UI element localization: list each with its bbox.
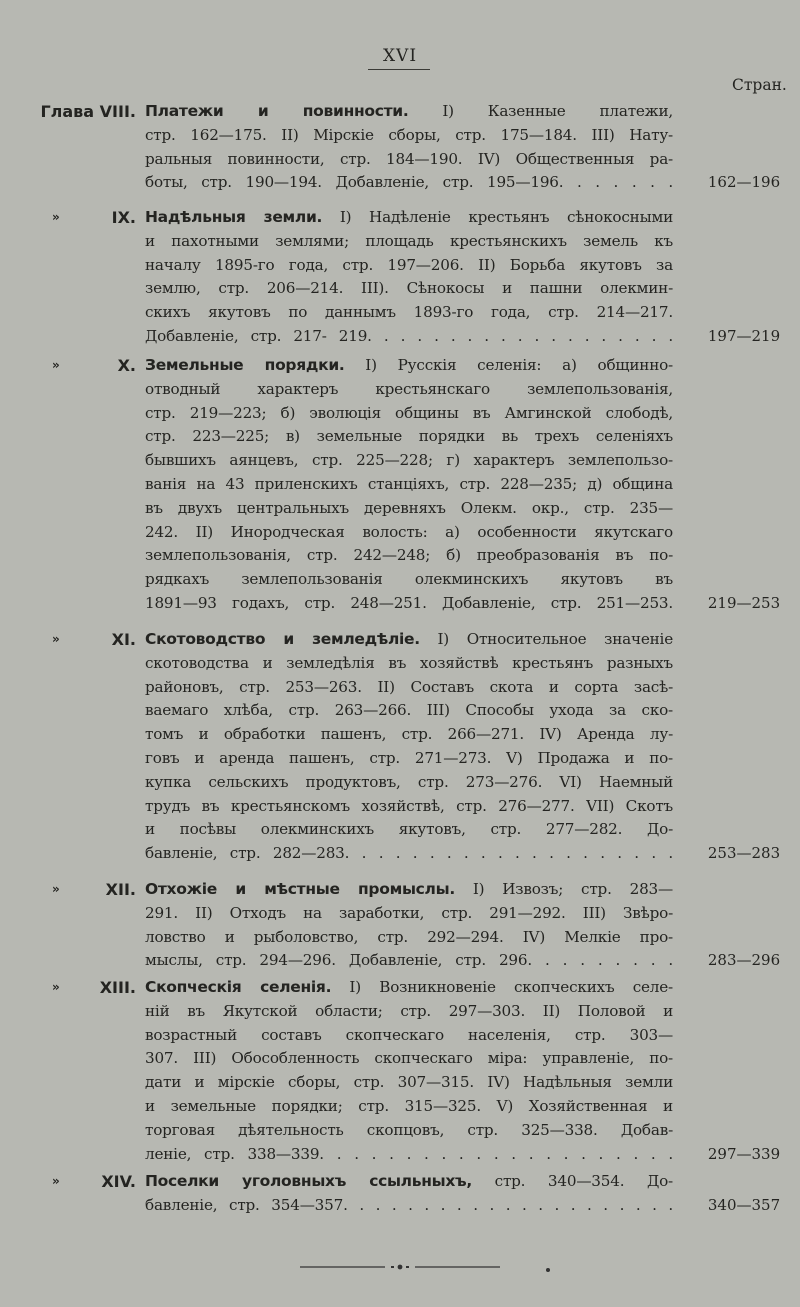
ditto-mark: » [52, 882, 60, 896]
description-line: отводный характеръ крестьянскаго землепользованія, [145, 379, 673, 398]
end-ornament [300, 1262, 500, 1272]
page-range: 162—196 [707, 173, 781, 192]
description-line: бывшихъ аянцевъ, стр. 225—228; г) характеръ землепользо- [145, 451, 673, 470]
description-line: стр. 162—175. II) Мірскіе сборы, стр. 175—184. III) Нату- [145, 125, 673, 144]
ditto-mark: » [52, 980, 60, 994]
chapter-title: Платежи и повинности. [145, 102, 409, 120]
description-line: дати и мірскіе сборы, стр. 307—315. IV) Надѣльныя земли [145, 1073, 673, 1092]
description-line: и пахотными землями; площадь крестьянскихъ земель къ [145, 231, 673, 250]
page-range: 219—253 [707, 594, 781, 612]
description-line: землепользованія, стр. 242—248; б) преобразованія въ по- [145, 546, 673, 565]
chapter-title: Скотоводство и земледѣліе. [145, 630, 420, 648]
ditto-mark: » [52, 210, 60, 224]
ditto-mark: » [52, 632, 60, 646]
page-range: 283—296 [707, 951, 781, 970]
description-line: районовъ, стр. 253—263. II) Составъ скота и сорта засѣ- [145, 677, 673, 696]
chapter-description [145, 628, 673, 866]
description-line: Земельные порядки. I) Русскія селенія: а) общинно- [145, 356, 673, 374]
description-line: Скопческія селенія. I) Возникновеніе скопческихъ селе- [145, 978, 673, 996]
chapter-description [145, 1170, 673, 1218]
description-line: началу 1895-го года, стр. 197—206. II) Борьба якутовъ за [145, 255, 673, 274]
chapter-marker [0, 100, 136, 123]
description-line: бавленіе, стр. 354—357. . . . . . . . . . . . . . . . . . . . . [145, 1195, 673, 1214]
folio-rule [368, 69, 430, 70]
description-line: мыслы, стр. 294—296. Добавленіе, стр. 296. . . . . . . . . [145, 951, 673, 970]
description-line: томъ и обработки пашенъ, стр. 266—271. IV) Аренда лу- [145, 725, 673, 744]
chapter-numeral: XII. [105, 880, 136, 899]
page-range: 253—283 [707, 844, 781, 863]
chapter-description [145, 100, 673, 195]
page-range: 197—219 [707, 327, 781, 345]
chapter-title: Скопческія селенія. [145, 978, 332, 996]
ditto-mark: » [52, 358, 60, 372]
chapter-title: Поселки уголовныхъ ссыльныхъ, [145, 1172, 472, 1190]
description-line: стр. 219—223; б) эволюція общины въ Амгинской слободѣ, [145, 403, 673, 422]
description-line: боты, стр. 190—194. Добавленіе, стр. 195—196. . . . . . . [145, 173, 673, 192]
description-line: ловство и рыболовство, стр. 292—294. IV) Мелкіе про- [145, 927, 673, 946]
description-line: Добавленіе, стр. 217- 219. . . . . . . . . . . . . . . . . . . [145, 326, 673, 345]
description-line: ванія на 43 приленскихъ станціяхъ, стр. 228—235; д) община [145, 474, 673, 493]
chapter-numeral: XI. [111, 630, 136, 649]
description-line: Отхожіе и мѣстные промыслы. I) Извозъ; стр. 283— [145, 880, 673, 898]
chapter-description [145, 206, 673, 349]
description-line: трудъ въ крестьянскомъ хозяйствѣ, стр. 276—277. VII) Скотъ [145, 796, 673, 815]
page-folio: XVI [382, 46, 418, 66]
description-line: купка сельскихъ продуктовъ, стр. 273—276. VI) Наемный [145, 772, 673, 791]
description-line: скихъ якутовъ по даннымъ 1893-го года, стр. 214—217. [145, 303, 673, 322]
description-line: бавленіе, стр. 282—283. . . . . . . . . . . . . . . . . . . . [145, 844, 673, 863]
description-line: 1891—93 годахъ, стр. 248—251. Добавленіе, стр. 251—253. [145, 593, 673, 612]
description-line: и посѣвы олекминскихъ якутовъ, стр. 277—282. До- [145, 820, 673, 839]
page-column-header: Стран. [732, 76, 787, 94]
description-line: Скотоводство и земледѣліе. I) Относительное значеніе [145, 630, 673, 648]
page-range: 297—339 [707, 1144, 781, 1163]
ditto-mark: » [52, 1174, 60, 1188]
description-line: леніе, стр. 338—339. . . . . . . . . . . . . . . . . . . . . [145, 1144, 673, 1163]
chapter-description [145, 976, 673, 1166]
description-line: ваемаго хлѣба, стр. 263—266. III) Способы ухода за ско- [145, 701, 673, 720]
description-line: Поселки уголовныхъ ссыльныхъ, стр. 340—354. До- [145, 1172, 673, 1190]
description-line: рядкахъ землепользованія олекминскихъ якутовъ въ [145, 570, 673, 589]
description-line: ній въ Якутской области; стр. 297—303. II) Половой и [145, 1001, 673, 1020]
chapter-numeral: VIII. [99, 102, 136, 121]
description-line: и земельные порядки; стр. 315—325. V) Хозяйственная и [145, 1096, 673, 1115]
description-line: возрастный составъ скопческаго населенія, стр. 303— [145, 1025, 673, 1044]
description-line: стр. 223—225; в) земельные порядки вь трехъ селеніяхъ [145, 427, 673, 446]
chapter-numeral: XIV. [101, 1172, 136, 1191]
description-line: въ двухъ центральныхъ деревняхъ Олекм. окр., стр. 235— [145, 498, 673, 517]
chapter-description [145, 878, 673, 973]
description-line: землю, стр. 206—214. III). Сѣнокосы и пашни олекмин- [145, 279, 673, 298]
chapter-label: Глава [40, 102, 100, 121]
description-line: 242. II) Инородческая волость: а) особенности якутскаго [145, 522, 673, 541]
description-line: Надѣльныя земли. I) Надѣленіе крестьянъ сѣнокосными [145, 208, 673, 226]
description-line: 291. II) Отходъ на заработки, стр. 291—292. III) Звѣро- [145, 903, 673, 922]
chapter-description [145, 354, 673, 616]
chapter-title: Надѣльныя земли. [145, 208, 323, 226]
chapter-numeral: IX. [111, 208, 136, 227]
description-line: скотоводства и земледѣлія въ хозяйствѣ крестьянъ разныхъ [145, 653, 673, 672]
chapter-title: Земельные порядки. [145, 356, 345, 374]
page-range: 340—357 [707, 1195, 781, 1214]
stray-dot [546, 1268, 550, 1272]
description-line: ральныя повинности, стр. 184—190. IV) Общественныя ра- [145, 149, 673, 168]
chapter-numeral: X. [117, 356, 136, 375]
description-line: 307. III) Обособленность скопческаго міра: управленіе, по- [145, 1049, 673, 1068]
description-line: торговая дѣятельность скопцовъ, стр. 325—338. Добав- [145, 1120, 673, 1139]
description-line: Платежи и повинности. I) Казенные платежи, [145, 102, 674, 120]
chapter-numeral: XIII. [99, 978, 136, 997]
chapter-title: Отхожіе и мѣстные промыслы. [145, 880, 455, 898]
description-line: говъ и аренда пашенъ, стр. 271—273. V) Продажа и по- [145, 748, 673, 767]
